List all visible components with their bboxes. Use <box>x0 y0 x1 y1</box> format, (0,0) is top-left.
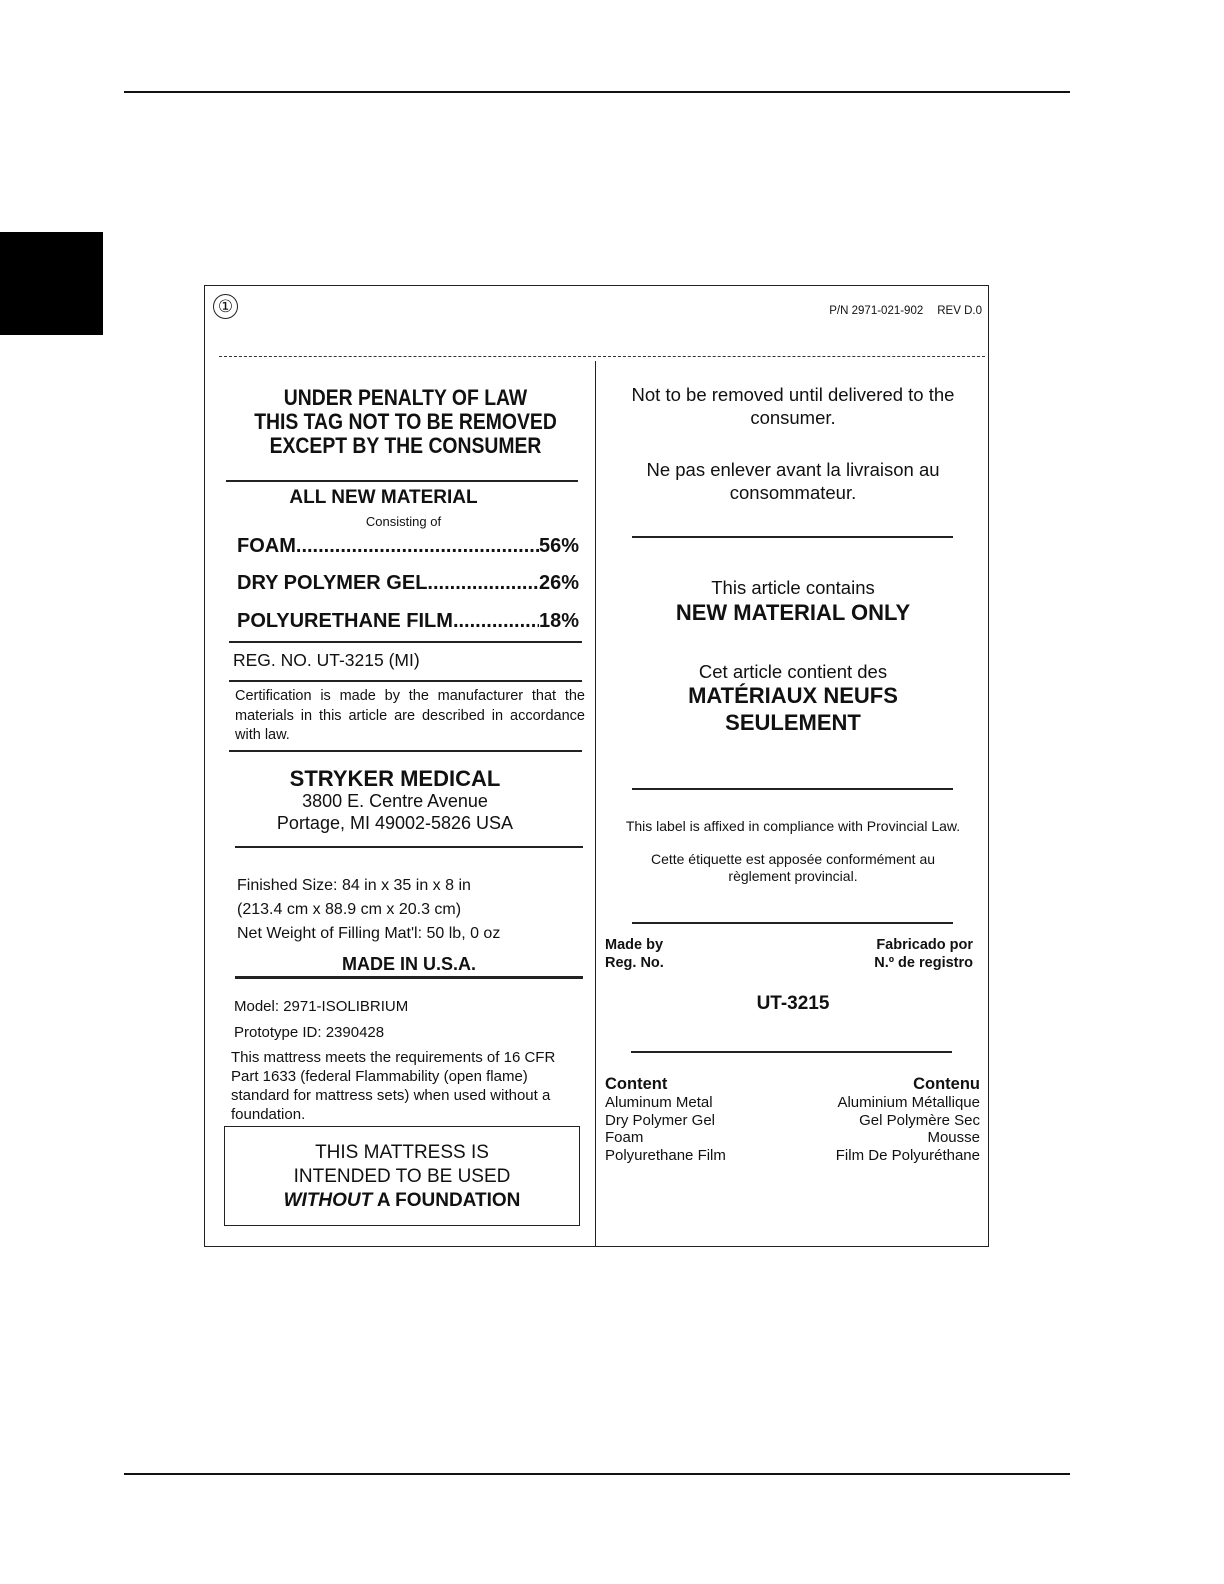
penalty-line-2: THIS TAG NOT TO BE REMOVED <box>254 409 557 434</box>
net-weight: Net Weight of Filling Mat'l: 50 lb, 0 oz <box>237 925 501 942</box>
top-rule <box>124 91 1070 93</box>
contains-en-2: NEW MATERIAL ONLY <box>675 600 911 625</box>
reg-number: REG. NO. UT-3215 (MI) <box>233 650 420 670</box>
penalty-line-1: UNDER PENALTY OF LAW <box>283 385 528 410</box>
content-fr-title: Contenu <box>913 1075 980 1093</box>
foundation-rest: A FOUNDATION <box>372 1190 521 1211</box>
content-en-item: Foam <box>605 1129 644 1146</box>
contains-fr-2: MATÉRIAUX NEUFS <box>688 683 898 708</box>
divider <box>632 788 953 790</box>
penalty-line-3: EXCEPT BY THE CONSUMER <box>269 433 542 458</box>
company-name: STRYKER MEDICAL <box>289 766 501 791</box>
material-row-foam <box>237 535 579 558</box>
all-new-material: ALL NEW MATERIAL <box>289 487 478 508</box>
material-percent: 56% <box>538 535 579 557</box>
material-row-film <box>237 610 579 633</box>
divider-thick <box>235 976 583 979</box>
content-fr-item: Film De Polyuréthane <box>835 1146 980 1164</box>
divider <box>229 641 582 643</box>
content-en-item: Aluminum Metal <box>605 1094 713 1111</box>
material-row-gel <box>237 572 579 595</box>
model: Model: 2971-ISOLIBRIUM <box>234 998 409 1015</box>
contains-fr-1: Cet article contient des <box>698 661 888 682</box>
prototype-id: Prototype ID: 2390428 <box>234 1024 385 1041</box>
reg-no-label: Reg. No. <box>605 955 664 971</box>
part-number: P/N 2971-021-902 <box>829 305 924 317</box>
certification-text: Certification is made by the manufacturer that the materials in this article are described in accordance with law. <box>235 688 585 743</box>
divider <box>229 750 582 752</box>
material-name: POLYURETHANE FILM <box>237 610 453 632</box>
bottom-rule <box>124 1473 1070 1475</box>
foundation-line-2: INTENDED TO BE USED <box>293 1166 511 1187</box>
foundation-line-3 <box>225 1189 579 1213</box>
content-fr-item: Gel Polymère Sec <box>859 1111 980 1129</box>
content-en-item: Dry Polymer Gel <box>605 1111 716 1129</box>
finished-size-metric: (213.4 cm x 88.9 cm x 20.3 cm) <box>237 901 462 918</box>
foundation-line-1: THIS MATTRESS IS <box>315 1142 489 1163</box>
reg-value: UT-3215 <box>756 993 830 1014</box>
foundation-notice-box <box>224 1126 580 1226</box>
tear-line <box>219 356 985 357</box>
divider <box>226 480 578 482</box>
finished-size: Finished Size: 84 in x 35 in x 8 in <box>237 877 471 894</box>
section-tab-marker <box>0 232 103 335</box>
consisting-of: Consisting of <box>365 514 442 529</box>
material-name: FOAM <box>237 535 296 557</box>
compliance-fr: Cette étiquette est apposée conformément au règlement provincial. <box>650 851 936 884</box>
not-removed-fr: Ne pas enlever avant la livraison au consommateur. <box>646 459 940 503</box>
material-name: DRY POLYMER GEL <box>237 572 428 594</box>
content-fr-item: Mousse <box>927 1129 980 1146</box>
divider <box>631 1051 952 1053</box>
content-en-title: Content <box>605 1075 668 1093</box>
made-by: Made by <box>605 937 664 953</box>
contains-en-1: This article contains <box>711 577 875 598</box>
content-en-list <box>605 1074 726 1164</box>
compliance-en: This label is affixed in compliance with Provincial Law. <box>625 818 961 834</box>
divider <box>229 680 582 682</box>
part-number-line <box>829 305 982 317</box>
material-percent: 18% <box>538 610 579 632</box>
material-percent: 26% <box>538 572 579 594</box>
law-label <box>204 285 989 1247</box>
divider <box>235 846 583 848</box>
not-removed-en: Not to be removed until delivered to the consumer. <box>631 384 955 428</box>
divider <box>632 536 953 538</box>
penalty-heading <box>248 386 562 458</box>
no-de-registro: N.º de registro <box>874 955 973 971</box>
made-in-usa: MADE IN U.S.A. <box>341 954 476 974</box>
label-number-circle: ① <box>213 294 238 319</box>
content-en-item: Polyurethane Film <box>605 1146 726 1164</box>
divider <box>632 922 953 924</box>
foundation-without: WITHOUT <box>283 1190 373 1211</box>
flammability-text: This mattress meets the requirements of 16 CFR Part 1633 (federal Flammability (open flame) standard for mattress sets) when used without a foundation. <box>231 1049 556 1123</box>
address-line-2: Portage, MI 49002-5826 USA <box>276 813 514 833</box>
address-line-1: 3800 E. Centre Avenue <box>302 791 488 811</box>
content-fr-list <box>836 1074 980 1164</box>
content-fr-item: Aluminium Métallique <box>837 1094 980 1111</box>
fabricado-por: Fabricado por <box>876 937 973 953</box>
contains-fr-3: SEULEMENT <box>725 710 861 735</box>
revision: REV D.0 <box>937 305 982 317</box>
